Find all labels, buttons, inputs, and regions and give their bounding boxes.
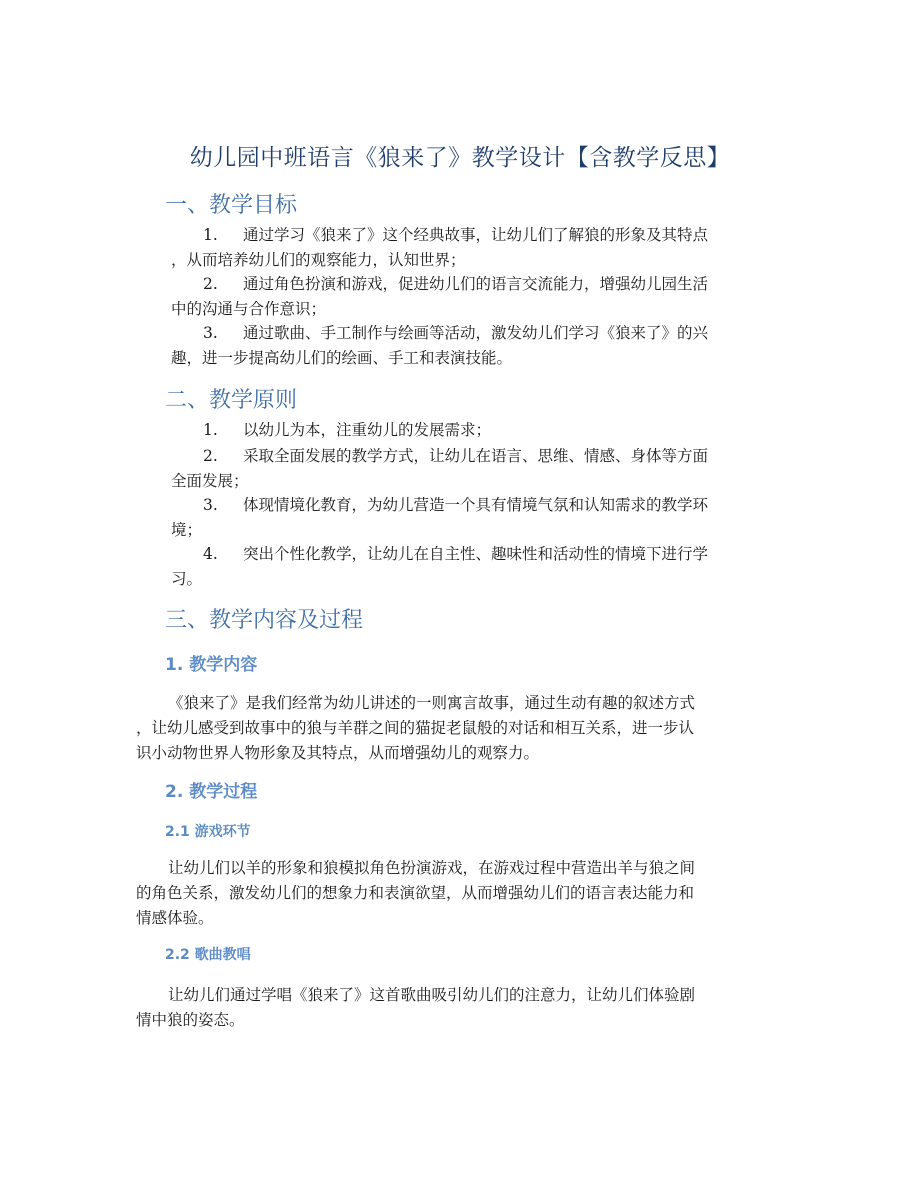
principle-item-2-line-2: 全面发展； [171,472,249,490]
goal-item-1 [165,223,790,273]
principle-item-2-number: 2. [203,447,218,465]
subheading-teaching-content: 1. 教学内容 [165,655,258,675]
goal-item-1-number: 1. [203,226,218,244]
goal-item-1-line-2: ，从而培养幼儿们的观察能力，认知世界； [171,251,466,269]
goal-item-1-line-1: 通过学习《狼来了》这个经典故事，让幼儿们了解狼的形象及其特点 [243,226,709,244]
principle-item-3-number: 3. [203,496,218,514]
subheading-teaching-process: 2. 教学过程 [165,782,258,802]
principle-item-2 [165,444,790,494]
section-heading-principles: 二、教学原则 [165,388,298,413]
principle-item-1 [165,418,790,443]
game-session-line-1: 让幼儿们以羊的形象和狼模拟角色扮演游戏，在游戏过程中营造出羊与狼之间 [168,859,696,877]
game-session-line-3: 情感体验。 [136,909,214,927]
principle-item-4 [165,542,790,592]
song-teaching-line-2: 情中狼的姿态。 [136,1011,245,1029]
goal-item-2-line-2: 中的沟通与合作意识； [171,300,327,318]
teaching-content-paragraph [136,691,791,766]
teaching-content-line-3: 识小动物世界人物形象及其特点，从而增强幼儿的观察力。 [136,744,540,762]
goal-item-3 [165,321,790,371]
goal-item-2-line-1: 通过角色扮演和游戏，促进幼儿们的语言交流能力，增强幼儿园生活 [243,275,709,293]
teaching-content-line-1: 《狼来了》是我们经常为幼儿讲述的一则寓言故事，通过生动有趣的叙述方式 [168,694,696,712]
principle-item-3-line-2: 境； [171,521,203,539]
goal-item-2-number: 2. [203,275,218,293]
goal-item-3-line-1: 通过歌曲、手工制作与绘画等活动，激发幼儿们学习《狼来了》的兴 [243,324,709,342]
principle-item-3-line-1: 体现情境化教育，为幼儿营造一个具有情境气氛和认知需求的教学环 [243,496,709,514]
game-session-line-2: 的角色关系，激发幼儿们的想象力和表演欲望，从而增强幼儿们的语言表达能力和 [136,884,695,902]
song-teaching-paragraph [136,983,791,1033]
goal-item-3-number: 3. [203,324,218,342]
principle-item-1-number: 1. [203,421,218,439]
section-heading-content-process: 三、教学内容及过程 [165,608,364,633]
principle-item-4-line-2: 习。 [171,570,203,588]
principle-item-2-line-1: 采取全面发展的教学方式，让幼儿在语言、思维、情感、身体等方面 [243,447,709,465]
goal-item-2 [165,272,790,322]
song-teaching-line-1: 让幼儿们通过学唱《狼来了》这首歌曲吸引幼儿们的注意力，让幼儿们体验剧 [168,986,696,1004]
principle-item-3 [165,493,790,543]
principle-item-1-line-1: 以幼儿为本，注重幼儿的发展需求； [243,421,492,439]
section-heading-goals: 一、教学目标 [165,193,298,218]
principle-item-4-number: 4. [203,545,218,563]
game-session-paragraph [136,856,791,931]
teaching-content-line-2: ，让幼儿感受到故事中的狼与羊群之间的猫捉老鼠般的对话和相互关系，进一步认 [136,719,695,737]
document-title: 幼儿园中班语言《狼来了》教学设计【含教学反思】 [189,145,731,171]
subheading-game-session: 2.1 游戏环节 [165,824,251,840]
goal-item-3-line-2: 趣，进一步提高幼儿们的绘画、手工和表演技能。 [171,349,513,367]
principle-item-4-line-1: 突出个性化教学，让幼儿在自主性、趣味性和活动性的情境下进行学 [243,545,709,563]
subheading-song-teaching: 2.2 歌曲教唱 [165,947,251,963]
